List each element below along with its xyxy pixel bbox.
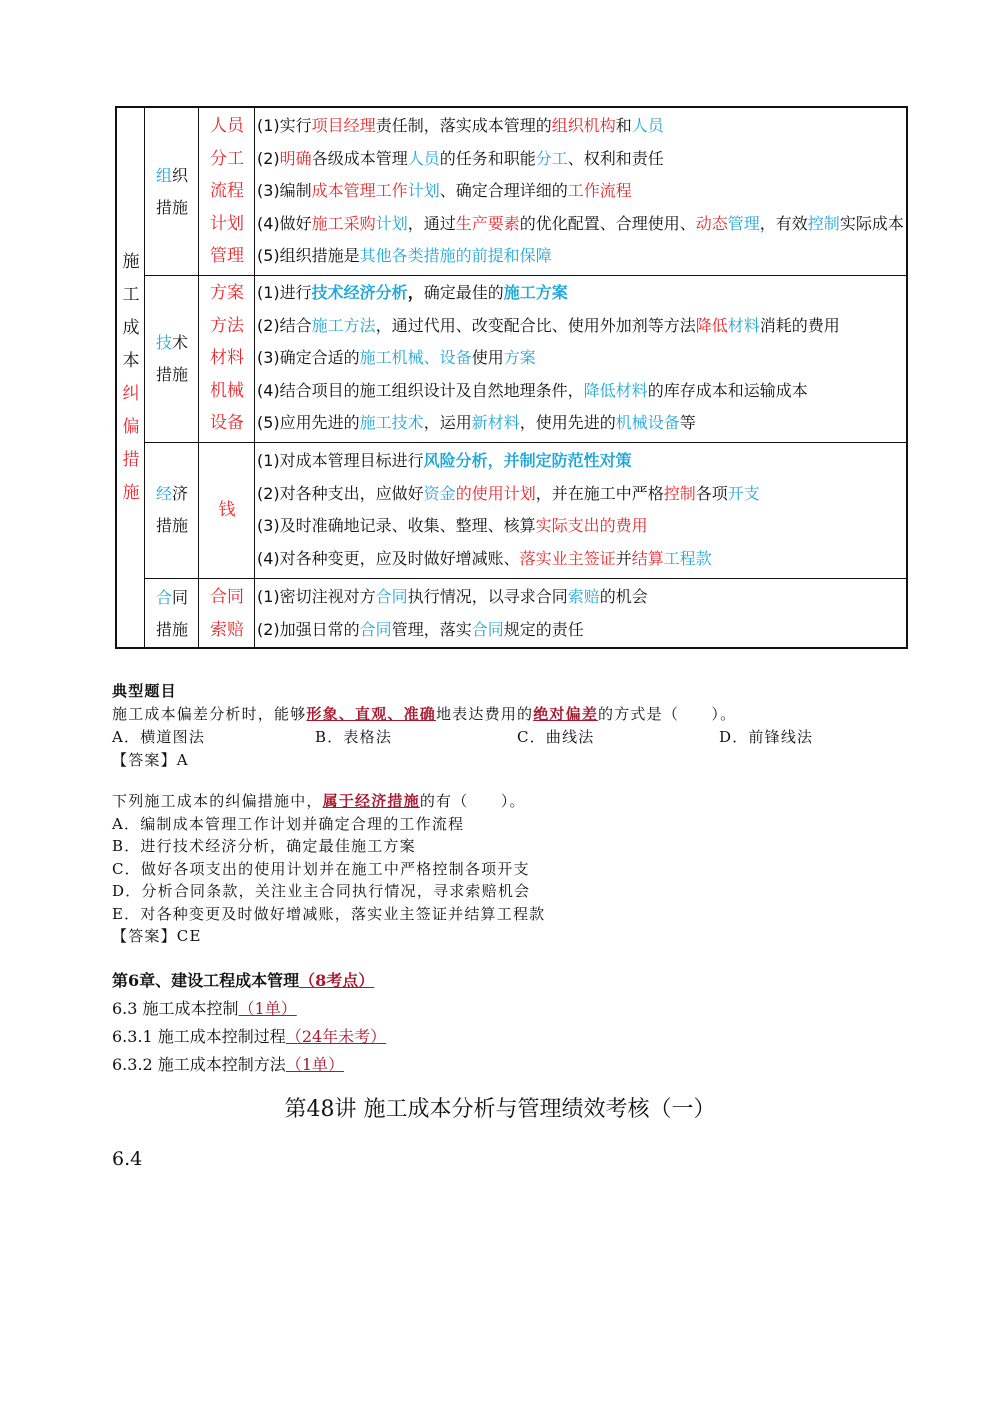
measure-item: (4)对各种变更，应及时做好增减账、落实业主签证并结算工程款 (257, 548, 712, 568)
keyword-cell (199, 442, 255, 578)
measure-item: (4)结合项目的施工组织设计及自然地理条件，降低材料的库存成本和运输成本 (257, 380, 808, 400)
category-label: 组织 措施 (155, 165, 189, 217)
keyword: 分工 (210, 148, 244, 169)
section-6-3-1: 6.3.1 施工成本控制过程（24年未考） (112, 1027, 387, 1046)
measure-items-cell (257, 578, 902, 649)
q2-option-a: A．编制成本管理工作计划并确定合理的工作流程 (112, 815, 465, 833)
keyword: 机械 (210, 380, 244, 401)
keyword: 方法 (210, 315, 244, 336)
section-6-3-2: 6.3.2 施工成本控制方法（1单） (112, 1055, 344, 1074)
main-label-cell (117, 108, 145, 647)
q2-option-d: D．分析合同条款，关注业主合同执行情况，寻求索赔机会 (112, 882, 531, 900)
measure-item: (3)确定合适的施工机械、设备使用方案 (257, 348, 536, 368)
section-6-4: 6.4 (112, 1148, 143, 1170)
category-cell (145, 108, 199, 275)
category-cell (145, 442, 199, 578)
keyword-cell (199, 108, 255, 275)
keyword: 材料 (210, 348, 244, 369)
category-cell (145, 578, 199, 649)
question-heading: 典型题目 (112, 682, 177, 700)
measure-item: (2)对各种支出，应做好资金的使用计划，并在施工中严格控制各项开支 (257, 483, 760, 503)
measure-item: (1)实行项目经理责任制，落实成本管理的组织机构和人员 (257, 116, 664, 136)
measure-items-cell (257, 108, 902, 275)
keyword-cell (199, 275, 255, 442)
category-label: 技术 措施 (155, 332, 189, 384)
keyword: 合同 (210, 587, 244, 607)
category-cell (145, 275, 199, 442)
question2-stem: 下列施工成本的纠偏措施中，属于经济措施的有（ ）。 (112, 792, 526, 810)
q1-option-d: D．前锋线法 (719, 728, 814, 746)
measure-item: (1)进行技术经济分析，确定最佳的施工方案 (257, 283, 568, 303)
measure-item: (2)结合施工方法，通过代用、改变配合比、使用外加剂等方法降低材料消耗的费用 (257, 315, 840, 335)
section-6-3: 6.3 施工成本控制（1单） (112, 999, 297, 1018)
keyword: 流程 (210, 181, 244, 202)
q2-option-b: B．进行技术经济分析，确定最佳施工方案 (112, 837, 416, 855)
keyword: 钱 (218, 499, 236, 520)
keyword: 管理 (210, 246, 244, 267)
category-label: 经济 措施 (155, 484, 189, 535)
q1-option-a: A．横道图法 (112, 728, 206, 746)
measure-item: (3)及时准确地记录、收集、整理、核算实际支出的费用 (257, 516, 648, 535)
q1-option-b: B．表格法 (315, 728, 393, 746)
measure-items-cell (257, 442, 902, 578)
keyword: 计划 (210, 213, 244, 234)
measure-item: (3)编制成本管理工作计划、确定合理详细的工作流程 (257, 181, 632, 201)
measure-item: (5)应用先进的施工技术，运用新材料，使用先进的机械设备等 (257, 413, 696, 433)
measure-item: (4)做好施工采购计划，通过生产要素的优化配置、合理使用、动态管理，有效控制实际成本 (257, 213, 904, 233)
q2-option-e: E．对各种变更及时做好增减账，落实业主签证并结算工程款 (112, 905, 546, 923)
keyword: 设备 (210, 413, 244, 434)
measure-item: (1)密切注视对方合同执行情况，以寻求合同索赔的机会 (257, 587, 648, 606)
q1-answer: 【答案】A (112, 751, 189, 769)
question1-stem: 施工成本偏差分析时，能够形象、直观、准确地表达费用的绝对偏差的方式是（ ）。 (112, 705, 737, 723)
cost-correction-measures-table (115, 106, 908, 649)
keyword: 索赔 (210, 619, 244, 640)
measure-item: (2)明确各级成本管理人员的任务和职能分工、权利和责任 (257, 148, 664, 168)
measure-item: (2)加强日常的合同管理，落实合同规定的责任 (257, 619, 584, 639)
keyword: 方案 (210, 283, 244, 304)
q2-answer: 【答案】CE (112, 927, 202, 945)
q1-option-c: C．曲线法 (517, 728, 595, 746)
q2-option-c: C．做好各项支出的使用计划并在施工中严格控制各项开支 (112, 860, 530, 878)
lecture-title: 第48讲 施工成本分析与管理绩效考核（一） (284, 1097, 716, 1122)
measure-items-cell (257, 275, 902, 442)
keyword-cell (199, 578, 255, 649)
chapter-heading: 第6章、建设工程成本管理（8考点） (112, 971, 375, 990)
measure-item: (1)对成本管理目标进行风险分析，并制定防范性对策 (257, 451, 632, 470)
category-label: 合同 措施 (155, 587, 189, 639)
main-label-vertical: 施 工 成 本 纠 偏 措 施 (122, 251, 140, 503)
keyword: 人员 (210, 116, 244, 137)
measure-item: (5)组织措施是其他各类措施的前提和保障 (257, 246, 552, 266)
